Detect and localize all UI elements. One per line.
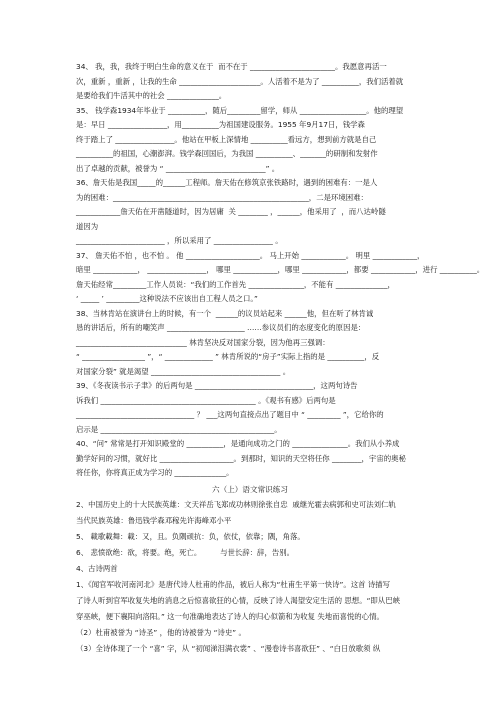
line-text: 终于踏上了 ________________。他站在甲板上深情地 __________看远方，想到前方就是自己 <box>76 134 377 144</box>
exercise-line <box>76 236 283 246</box>
section-title: 六（上）语文常识练习 <box>212 485 288 494</box>
knowledge-line <box>76 612 384 622</box>
exercise-line <box>76 120 365 130</box>
knowledge-line <box>76 644 380 654</box>
exercise-line <box>76 207 386 217</box>
exercise-line <box>76 468 234 478</box>
exercise-line <box>76 439 399 449</box>
exercise-line <box>76 91 226 101</box>
line-text: 5、 載歌載舞：載：又，且。负隅顽抗：负，依仗，依靠；隅，角落。 <box>76 532 305 541</box>
exercise-line <box>76 135 376 145</box>
exercise-line <box>76 338 330 348</box>
line-text: 道因为 <box>76 221 99 231</box>
line-text: 是：早日 ________________，用__________为祖国建设服务。1955 年9月17日，钱学森 <box>76 120 365 129</box>
line-text: “ _________________ ”，“ _____________ ” 林肯所说的“房子”实际上指的是 __________，反 <box>76 352 380 361</box>
line-text: 将任你，你将真正成为学习的 ______________。 <box>76 468 234 477</box>
line-text: ________________________________ ？ ___这两句直接点出了题目中 “ _________ ”，它给你的 <box>76 410 384 419</box>
exercise-line <box>76 164 279 174</box>
line-text: 35、 钱学森1934年毕业于 __________，随后_________留学，师从 __________________。他的理望 <box>76 105 404 115</box>
knowledge-line <box>76 548 294 558</box>
line-text: 恳的讲话后，所有的嘲笑声 _____________________ ……参议员们的态度变化的原因是： <box>76 323 366 332</box>
line-text: __________的祖国，心潮澎湃。钱学森回国后，为我国 __________、_______的研制和发射作 <box>76 149 378 158</box>
line-text: 37、 詹天佑不怕 ，也不怕 。 他 ____________________。 马上开始 ____________。 明里 ____________， <box>76 250 425 260</box>
line-text: 4、古诗两首 <box>76 564 118 573</box>
exercise-line <box>76 294 258 304</box>
line-text: 詹天佑经常_________工作人员说：“我们的工作首先 _______________，不能有 ______________， <box>76 279 395 289</box>
exercise-line <box>76 178 377 188</box>
exercise-line <box>76 323 365 333</box>
exercise-line <box>76 425 282 435</box>
exercise-line <box>76 309 373 319</box>
line-text: 出了卓越的贡献，被誉为 “ ___________________________” 。 <box>76 163 280 173</box>
exercise-line <box>76 410 384 420</box>
knowledge-line <box>76 532 305 542</box>
line-text: ________________________ ，所以采用了 ________________ 。 <box>76 236 283 245</box>
knowledge-line <box>76 628 246 638</box>
exercise-line <box>76 396 336 406</box>
exercise-line <box>76 280 395 290</box>
exercise-line <box>76 106 403 116</box>
line-text: 诉我们 __________________________________________ 。《观书有感》后两句是 <box>76 395 336 405</box>
exercise-line <box>76 381 358 391</box>
line-text: 39、《冬夜读书示子聿》的后两句是 ________________________________，这两句诗告 <box>76 381 358 390</box>
line-text: 2、中国历史上的十大民族英雄：文天祥岳飞郑成功林则徐张自忠 戚继光霍去病郭和史可法刘仁轨 <box>76 500 396 509</box>
line-text: （3）全诗体现了一个 “喜” 字，从 “初闻涕泪满衣裳” 、“漫卷诗书喜欲狂” 、“白日放歌须 纵 <box>76 644 381 653</box>
line-text: 勤学好问的习惯，就好比 ____________________。到那时，知识的天空将任你 ________，宇宙的奥秘 <box>76 453 406 463</box>
exercise-line <box>76 251 424 261</box>
knowledge-line <box>76 596 400 606</box>
line-text: 6、 悲愤欲绝：欲，将要。绝，死亡。 与世长辞：辞，告别。 <box>76 548 295 557</box>
line-text: 对国家分裂” 就是渴望 ___________________________________ 。 <box>76 366 291 376</box>
line-text: ‘ _____ ’ _________这种说法不应该出自工程人员之口。” <box>76 294 258 303</box>
line-text: 次，重新 ，重新 ，让我的生命 ______________________。人活着不是为了 __________，我们活着就 <box>76 76 404 86</box>
line-text: ____________詹天佑在开凿隧道时，因为居庸 关 ________ ，______，他采用了 ，而八达岭隧 <box>76 207 386 216</box>
line-text: 启示是 _______________________________________________。 <box>76 424 282 434</box>
line-text: 当代民族英雄：鲁迅钱学森邓稼先许海峰邓小平 <box>76 516 232 525</box>
line-text: 暗里 ____________， ________________， 哪里 ____________，哪里 ____________，都要 ____________，进行 __________。 <box>76 265 485 274</box>
line-text: 38、当林肯站在演讲台上的时候，有一个 ______的议员站起来 ______他，但在听了林肯诚 <box>76 308 374 318</box>
exercise-line <box>76 265 484 275</box>
line-text: 是要给我们牛活其中的社会 ______________。 <box>76 91 227 100</box>
exercise-line <box>76 352 379 362</box>
knowledge-line <box>76 564 118 574</box>
exercise-line <box>76 367 290 377</box>
knowledge-line <box>76 580 390 590</box>
exercise-line <box>76 193 368 203</box>
exercise-line <box>76 454 406 464</box>
line-text: 穿巫峡，便下襄阳向洛阳。” 这一句准确地表达了诗人的归心似箭和为收复 失地而喜悦的心情。 <box>76 612 384 621</box>
exercise-line <box>76 149 378 159</box>
exercise-line <box>76 77 403 87</box>
line-text: 为的困难：_____________________________________________________，二是环境困难： <box>76 192 368 202</box>
line-text: 34、 我，我，我终于明白生命的意义在于 而不在于 _______________________。我愿意再活一 <box>76 62 387 71</box>
line-text: 36、詹天佑是我国_____的______工程师。詹天佑在修筑京张铁路时，遇到的困难有：一是人 <box>76 178 378 187</box>
exercise-line <box>76 222 98 232</box>
line-text: 了诗人听到官军收复失地的消息之后惊喜欲狂的心情，反映了诗人渴望安定生活的 思想。“即从巴峡 <box>76 596 400 605</box>
line-text: 40、“问” 常常是打开知识殿堂的 __________，是通向成功之门的 _______________。我们从小养成 <box>76 439 400 448</box>
line-text: （2）杜甫被誉为 “诗圣” ，他的诗被誉为 “诗史” 。 <box>76 628 246 637</box>
line-text: 1、《闻官军收河南河北》是唐代诗人杜甫的作品，被后人称为“杜甫生平第一快诗”。这首 诗描写 <box>76 580 391 589</box>
knowledge-line <box>76 516 231 526</box>
exercise-line <box>76 62 387 72</box>
line-text: ______________________________ 林肯坚决反对国家分裂，因为他再三强调： <box>76 337 330 347</box>
knowledge-line <box>76 500 396 510</box>
